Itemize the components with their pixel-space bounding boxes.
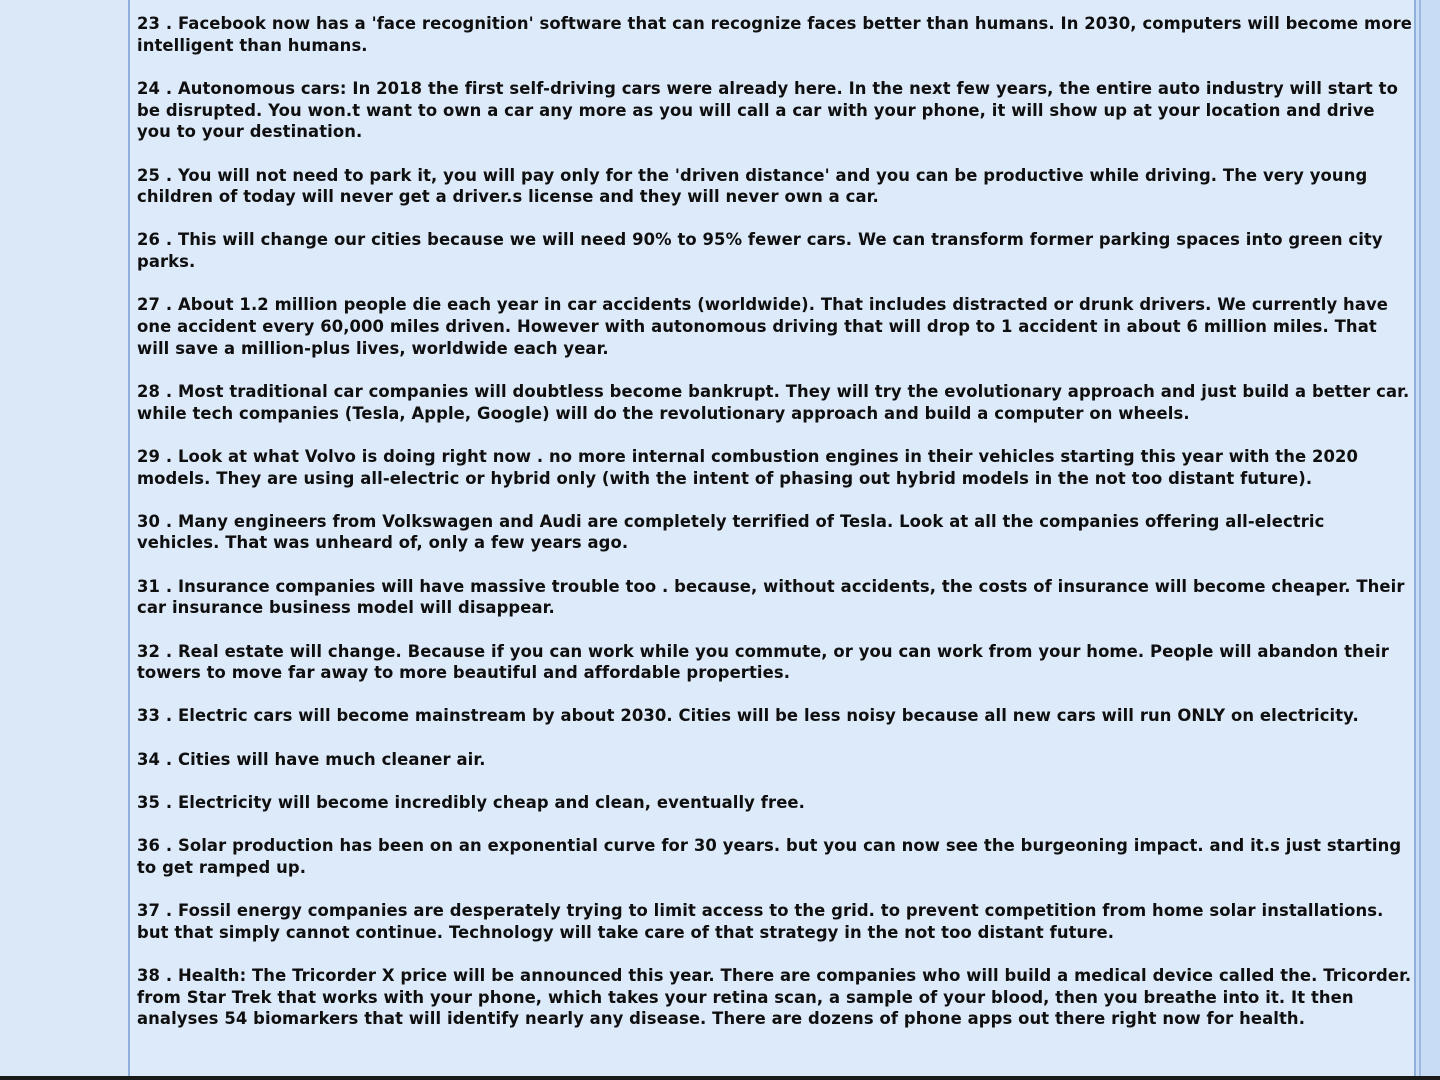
list-item: 36 . Solar production has been on an exponential curve for 30 years. but you can now see the burgeoning impact. and it.s just starting to get ramped up. [137,836,1402,877]
list-item: 37 . Fossil energy companies are desperately trying to limit access to the grid. to prevent competition from home solar installations. but that simply cannot continue. Technology will take care of that strategy in the not too distant future. [137,900,1384,942]
list-item: 23 . Facebook now has a 'face recognition' software that can recognize faces better than humans. In 2030, computers will become more intelligent than humans. [137,14,1412,55]
list-item: 25 . You will not need to park it, you will pay only for the 'driven distance' and you can be productive while driving. The very young children of today will never get a driver.s license and they will never own a car. [137,165,1368,207]
list-item: 35 . Electricity will become incredibly cheap and clean, eventually free. [137,792,805,812]
right-border-line [1419,0,1421,1080]
list-item: 24 . Autonomous cars: In 2018 the first self-driving cars were already here. In the next few years, the entire auto industry will start to be disrupted. You won.t want to own a car any more as you will call a car with your phone, it will show up at your location and drive you to your destination. [137,78,1398,142]
list-item: 28 . Most traditional car companies will doubtless become bankrupt. They will try the evolutionary approach and just build a better car. while tech companies (Tesla, Apple, Google) will do the revolutionary approach and build a computer on wheels. [137,381,1410,423]
right-edge [1416,0,1440,1080]
list-item: 38 . Health: The Tricorder X price will be announced this year. There are companies who will build a medical device called the. Tricorder. from Star Trek that works with your phone, which takes your retina scan, a sample of your blood, then you breathe into it. It then analyses 54 biomarkers that will identify nearly any disease. There are dozens of phone apps out there right now for health. [137,965,1412,1029]
list-item: 27 . About 1.2 million people die each year in car accidents (worldwide). That includes distracted or drunk drivers. We currently have one accident every 60,000 miles driven. However with autonomous driving that will drop to 1 accident in about 6 million miles. That will save a million-plus lives, worldwide each year. [137,295,1388,358]
list-item: 33 . Electric cars will become mainstream by about 2030. Cities will be less noisy because all new cars will run ONLY on electricity. [137,706,1359,726]
list-item: 26 . This will change our cities because we will need 90% to 95% fewer cars. We can transform former parking spaces into green city parks. [137,230,1383,272]
bottom-divider [0,1076,1440,1080]
list-item: 29 . Look at what Volvo is doing right now . no more internal combustion engines in their vehicles starting this year with the 2020 models. They are using all-electric or hybrid only (with the intent of phasing out hybrid models in the not too distant future). [137,446,1359,488]
list-item: 30 . Many engineers from Volkswagen and Audi are completely terrified of Tesla. Look at all the companies offering all-electric vehicles. That was unheard of, only a few years ago. [137,511,1325,553]
list-item: 34 . Cities will have much cleaner air. [137,749,486,769]
article-list [137,13,1412,1052]
list-item: 31 . Insurance companies will have massive trouble too . because, without accidents, the costs of insurance will become cheaper. Their car insurance business model will disappear. [137,576,1405,618]
list-item: 32 . Real estate will change. Because if you can work while you commute, or you can work from your home. People will abandon their towers to move far away to more beautiful and affordable properties. [137,641,1389,683]
left-margin [0,0,128,1080]
